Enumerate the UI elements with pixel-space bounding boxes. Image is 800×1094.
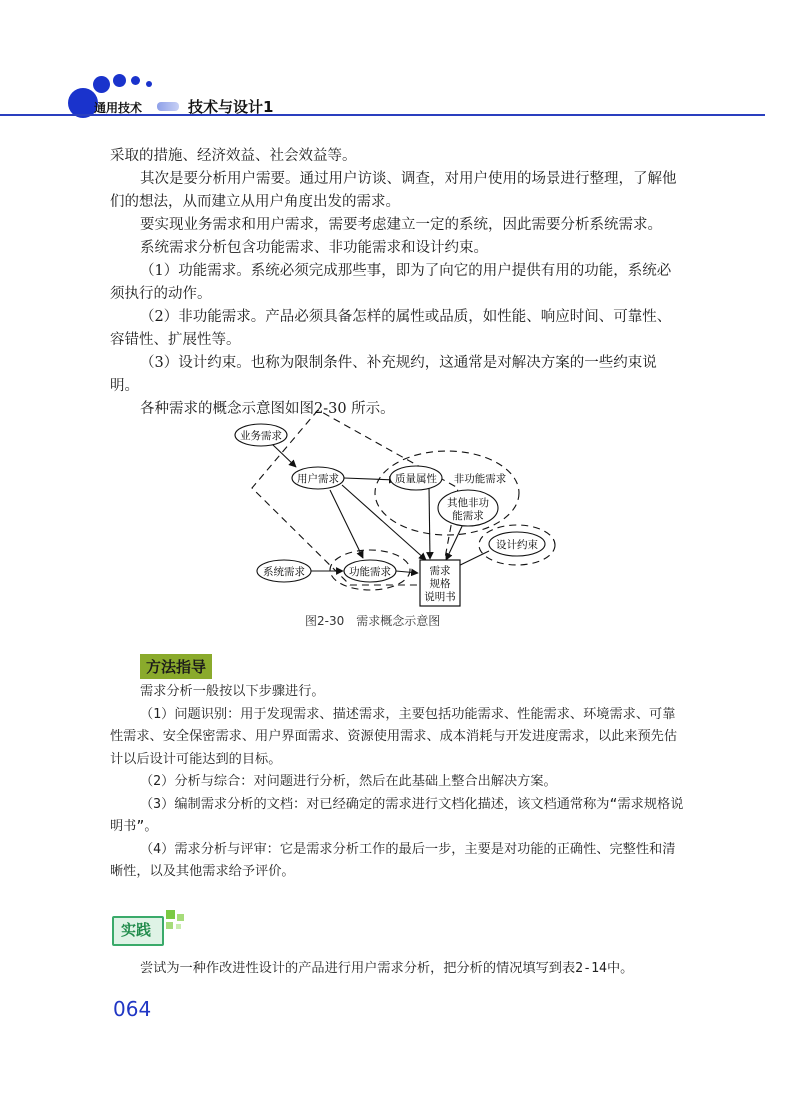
header-dot-medium [93, 76, 110, 93]
node-requirement-spec [420, 560, 460, 606]
practice-square-icon [176, 924, 181, 929]
figure-caption: 图2-30 需求概念示意图 [305, 614, 441, 628]
series-label: 通用技术 [94, 101, 143, 115]
paragraph: （3）设计约束。也称为限制条件、补充规约，这通常是对解决方案的一些约束说明。 [110, 355, 657, 394]
paragraph: 各种需求的概念示意图如图2-30 所示。 [140, 401, 395, 417]
svg-text:业务需求: 业务需求 [240, 430, 282, 442]
practice-square-icon [177, 914, 184, 921]
book-title: 技术与设计1 [188, 98, 274, 116]
svg-text:说明书: 说明书 [424, 591, 456, 603]
body-text [110, 145, 680, 421]
node-other-nonfunctional [438, 490, 498, 526]
node-business-requirement [235, 424, 287, 446]
paragraph: 采取的措施、经济效益、社会效益等。 [110, 148, 357, 164]
nonfunctional-label: 非功能需求 [453, 473, 507, 485]
practice-label: 实践 [121, 921, 152, 939]
header-dot-medium [113, 74, 126, 87]
svg-text:设计约束: 设计约束 [496, 539, 538, 551]
paragraph: （2）非功能需求。产品必须具备怎样的属性或品质，如性能、响应时间、可靠性、容错性、扩展性等。 [110, 309, 672, 348]
practice-heading [112, 910, 192, 946]
page-number: 064 [113, 997, 152, 1021]
svg-text:用户需求: 用户需求 [297, 473, 339, 485]
svg-text:系统需求: 系统需求 [263, 566, 305, 578]
practice-square-icon [166, 910, 175, 919]
node-design-constraint [489, 532, 545, 556]
method-text [110, 681, 685, 884]
requirements-diagram [200, 410, 600, 615]
svg-text:质量属性: 质量属性 [395, 473, 437, 485]
header-dot-small [131, 76, 140, 85]
method-paragraph: （4）需求分析与评审：它是需求分析工作的最后一步，主要是对功能的正确性、完整性和清晰性，以及其他需求给予评价。 [110, 841, 676, 879]
node-system-requirement [257, 560, 311, 582]
header-dot-small [146, 81, 152, 87]
method-paragraph: （3）编制需求分析的文档：对已经确定的需求进行文档化描述，该文档通常称为“需求规格说明书”。 [110, 796, 684, 834]
method-paragraph: （1）问题识别：用于发现需求、描述需求，主要包括功能需求、性能需求、环境需求、可靠性需求、安全保密需求、用户界面需求、资源使用需求、成本消耗与开发进度需求，以此来预先估计以后设计可能达到的目标。 [110, 706, 678, 767]
series-badge-icon [157, 102, 179, 111]
paragraph: 系统需求分析包含功能需求、非功能需求和设计约束。 [140, 240, 488, 256]
nonfunctional-group [375, 451, 519, 535]
svg-text:需求: 需求 [429, 565, 451, 577]
practice-square-icon [166, 922, 173, 929]
method-paragraph: 需求分析一般按以下步骤进行。 [140, 684, 325, 699]
node-quality-attribute [390, 466, 442, 490]
svg-text:功能需求: 功能需求 [349, 566, 391, 578]
svg-text:规格: 规格 [429, 578, 451, 590]
method-paragraph: （2）分析与综合：对问题进行分析，然后在此基础上整合出解决方案。 [140, 774, 557, 789]
practice-text: 尝试为一种作改进性设计的产品进行用户需求分析，把分析的情况填写到表2-14中。 [140, 961, 634, 976]
svg-text:其他非功: 其他非功 [447, 497, 489, 509]
paragraph: （1）功能需求。系统必须完成那些事，即为了向它的用户提供有用的功能，系统必须执行的动作。 [110, 263, 672, 302]
paragraph: 要实现业务需求和用户需求，需要考虑建立一定的系统，因此需要分析系统需求。 [140, 217, 662, 233]
svg-text:能需求: 能需求 [452, 510, 484, 522]
paragraph: 其次是要分析用户需要。通过用户访谈、调查，对用户使用的场景进行整理，了解他们的想法，从而建立从用户角度出发的需求。 [110, 171, 677, 210]
node-functional-requirement [344, 560, 396, 582]
method-heading: 方法指导 [140, 654, 212, 679]
node-user-requirement [292, 467, 344, 489]
